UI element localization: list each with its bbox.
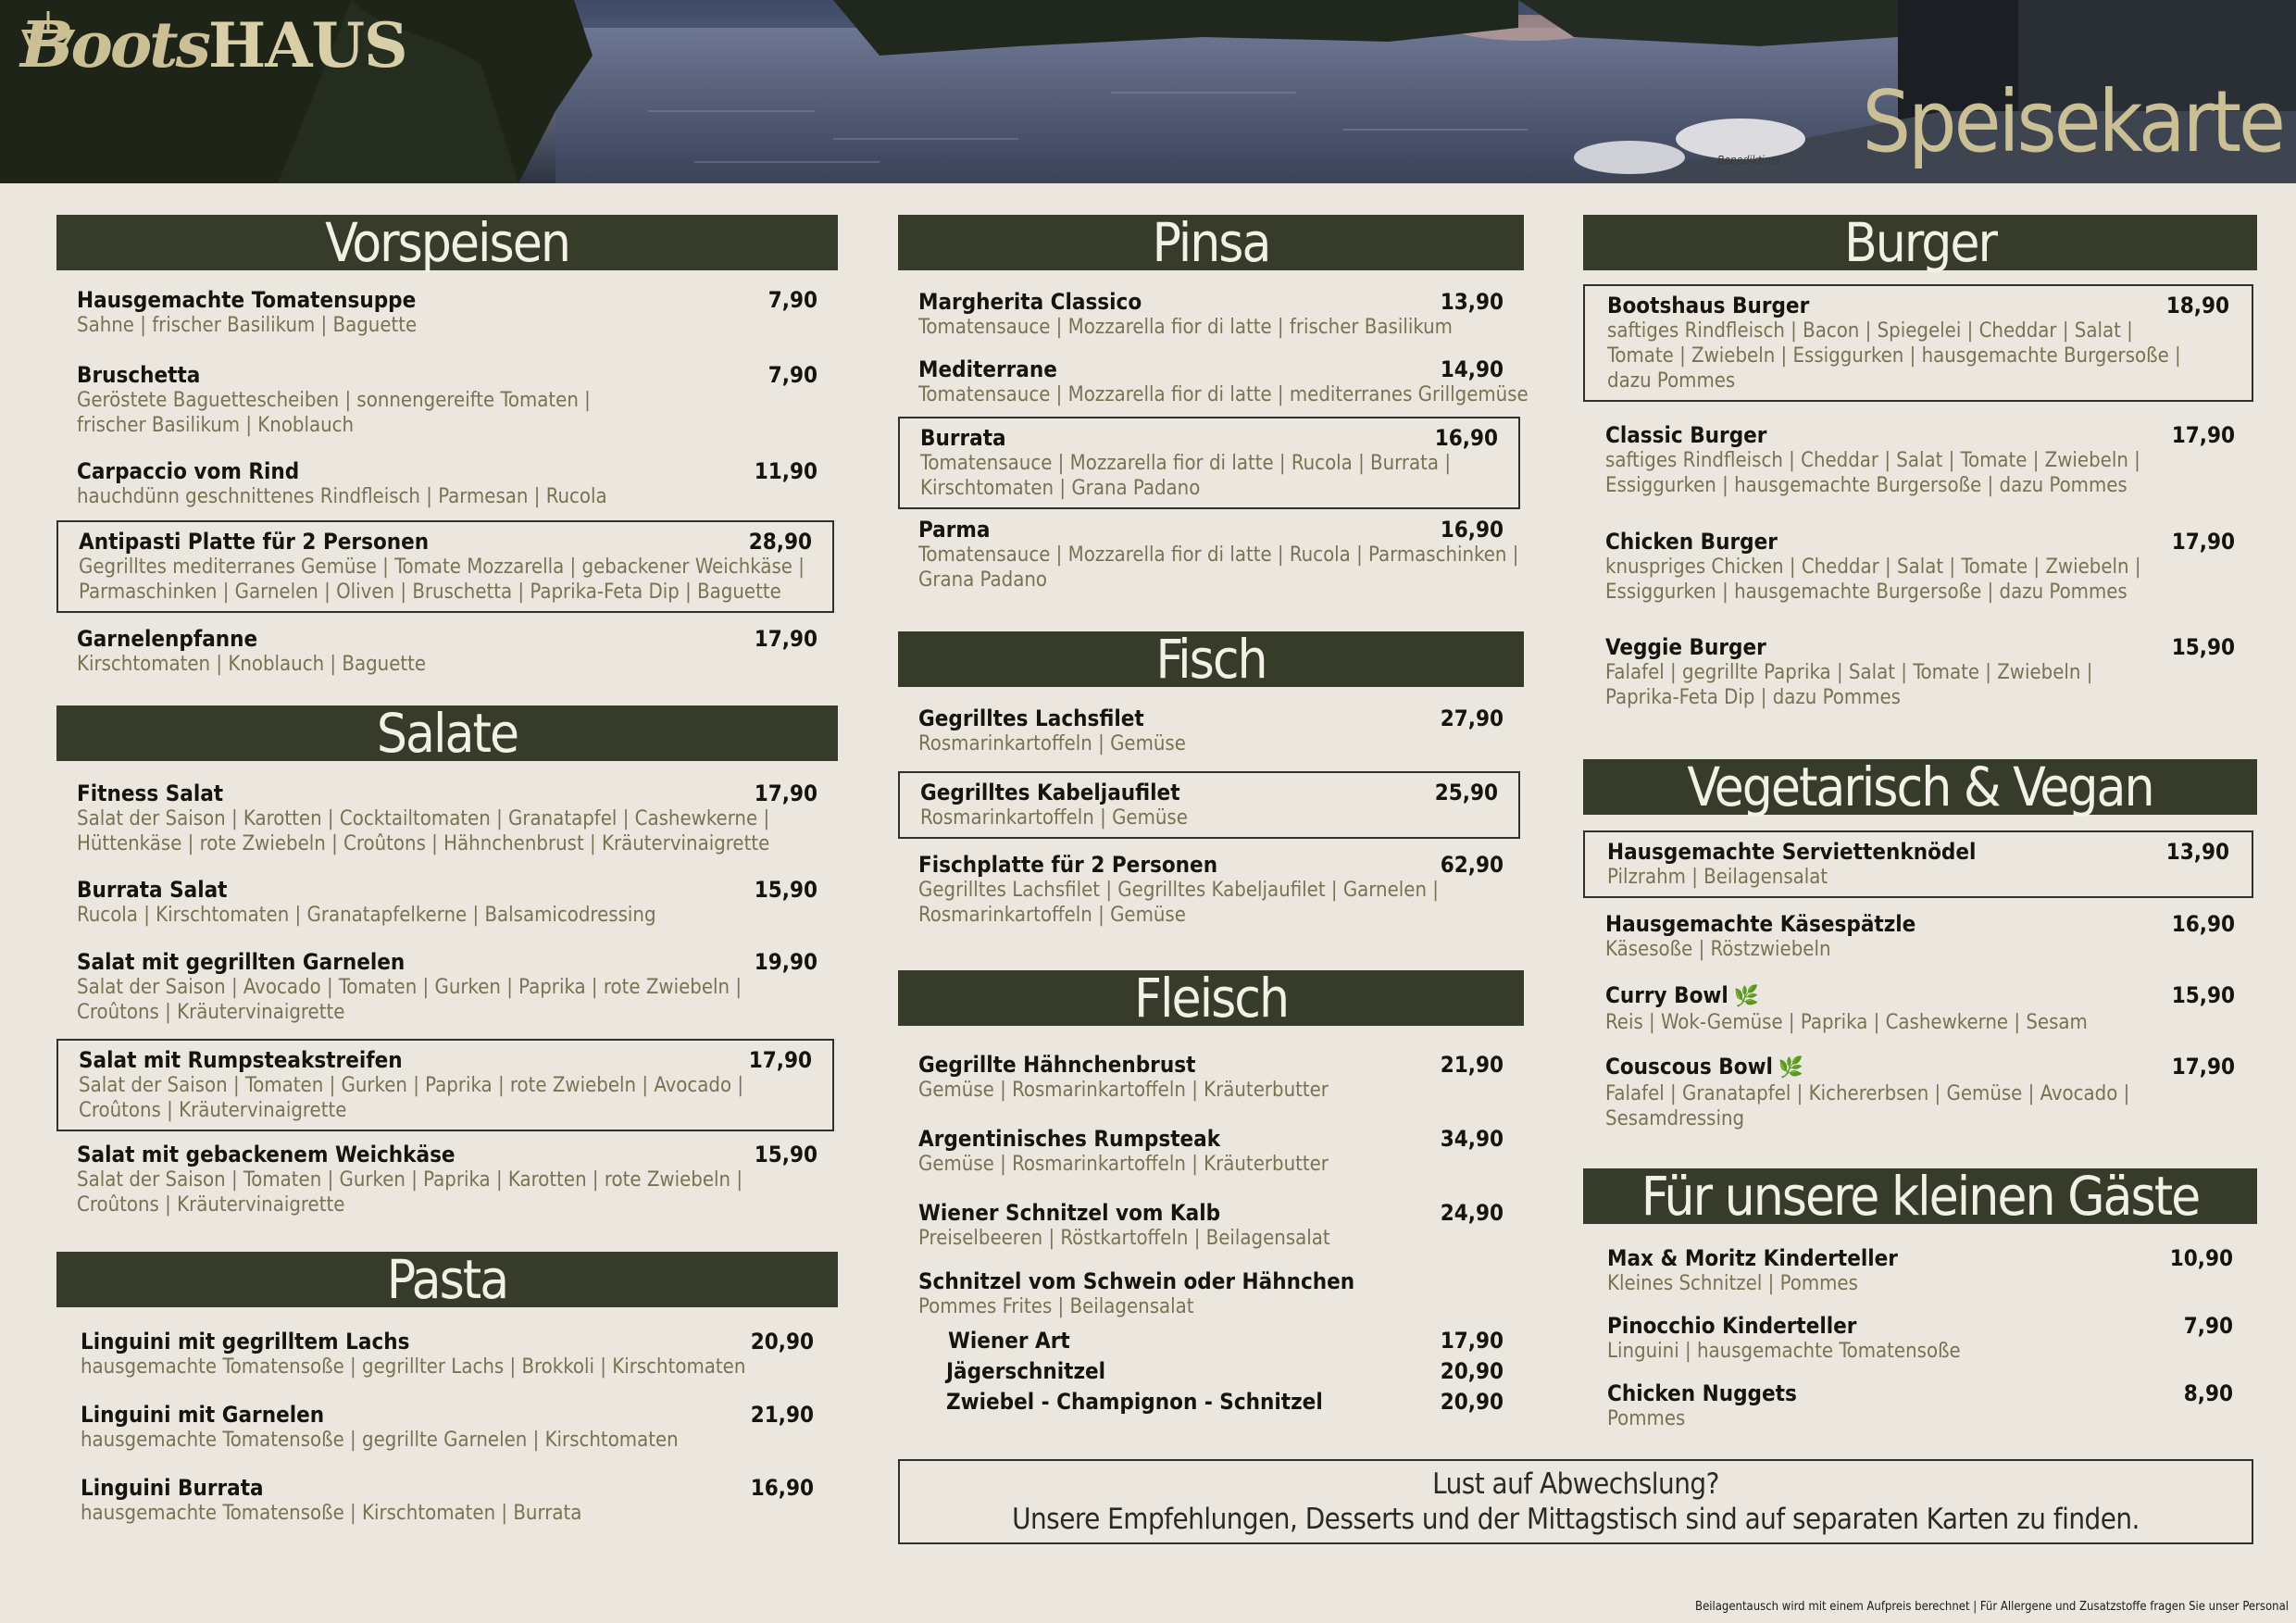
menu-item <box>1583 1245 2257 1296</box>
menu-item-name: Salat mit gegrillten Garnelen <box>77 949 406 975</box>
menu-item-name: Argentinisches Rumpsteak <box>918 1126 1221 1152</box>
menu-item <box>898 771 1520 839</box>
menu-item-name: Linguini mit gegrilltem Lachs <box>81 1329 410 1355</box>
menu-item-description: Parmaschinken | Garnelen | Oliven | Bruschetta | Paprika-Feta Dip | Baguette <box>79 581 781 604</box>
menu-item-description: Gemüse | Rosmarinkartoffeln | Kräuterbutter <box>918 1079 1329 1102</box>
menu-item-name: Linguini Burrata <box>81 1475 264 1501</box>
menu-item-name: Salat mit Rumpsteakstreifen <box>79 1047 403 1073</box>
section-burger-header: Burger <box>1583 215 2257 270</box>
page-title: Speisekarte <box>1862 72 2283 171</box>
schnitzel-variant-name: Zwiebel - Champignon - Schnitzel <box>946 1389 1323 1415</box>
menu-item-price: 13,90 <box>2165 839 2229 865</box>
schnitzel-variant-name: Jägerschnitzel <box>946 1358 1106 1384</box>
menu-item-price: 27,90 <box>1440 705 1504 731</box>
menu-item <box>1583 911 2257 962</box>
menu-item-name: Couscous Bowl <box>1605 1054 1773 1080</box>
menu-item-title-row <box>1605 982 2235 1010</box>
menu-item-description: Käsesoße | Röstzwiebeln <box>1605 938 1831 961</box>
menu-item-description: Tomatensauce | Mozzarella fior di latte | mediterranes Grillgemüse <box>918 383 1529 406</box>
menu-item-description: Essiggurken | hausgemachte Burgersoße | dazu Pommes <box>1605 581 2128 604</box>
menu-item <box>56 1402 838 1453</box>
menu-item-name: Burrata <box>920 425 1006 451</box>
schnitzel-variant-price: 20,90 <box>1440 1358 1504 1384</box>
menu-item <box>56 1039 834 1131</box>
menu-item-description: saftiges Rindfleisch | Bacon | Spiegelei | Cheddar | Salat | <box>1607 319 2133 343</box>
menu-item-price: 7,90 <box>767 287 817 313</box>
menu-item-description: Tomatensauce | Mozzarella fior di latte | frischer Basilikum <box>918 316 1453 339</box>
menu-item <box>898 1126 1524 1177</box>
menu-item <box>1583 1380 2257 1431</box>
boat-icon <box>20 4 76 50</box>
menu-item-price: 28,90 <box>748 529 812 555</box>
menu-item-price: 62,90 <box>1440 852 1504 878</box>
menu-item <box>56 780 838 856</box>
menu-item-name: Veggie Burger <box>1605 634 1766 660</box>
menu-item <box>56 458 838 509</box>
menu-item-name: Schnitzel vom Schwein oder Hähnchen <box>918 1268 1355 1294</box>
menu-item-price: 21,90 <box>750 1402 814 1428</box>
menu-item-name: Hausgemachte Käsespätzle <box>1605 911 1916 937</box>
menu-item <box>898 289 1524 340</box>
menu-item-description: hausgemachte Tomatensoße | gegrillter Lachs | Brokkoli | Kirschtomaten <box>81 1355 746 1379</box>
menu-item-title-row <box>1605 1054 2235 1081</box>
menu-item-name: Carpaccio vom Rind <box>77 458 300 484</box>
menu-item-name: Fischplatte für 2 Personen <box>918 852 1218 878</box>
menu-item <box>1583 284 2253 402</box>
menu-item-name: Chicken Burger <box>1605 529 1778 555</box>
menu-item-description: Rucola | Kirschtomaten | Granatapfelkerne | Balsamicodressing <box>77 904 656 927</box>
menu-item <box>898 705 1524 756</box>
menu-item-name: Parma <box>918 517 991 543</box>
note-line-2: Unsere Empfehlungen, Desserts und der Mittagstisch sind auf separaten Karten zu finden. <box>1012 1503 2140 1536</box>
menu-item-name: Pinocchio Kinderteller <box>1607 1313 1857 1339</box>
menu-item-description: Rosmarinkartoffeln | Gemüse <box>918 732 1186 755</box>
menu-item-name: Bootshaus Burger <box>1607 293 1810 318</box>
header-banner <box>0 0 2296 183</box>
menu-item-description: Linguini | hausgemachte Tomatensoße <box>1607 1340 1961 1363</box>
menu-item-description: Preiselbeeren | Röstkartoffeln | Beilagensalat <box>918 1227 1330 1250</box>
section-pasta-header: Pasta <box>56 1252 838 1307</box>
menu-item-description: Croûtons | Kräutervinaigrette <box>77 1001 345 1024</box>
menu-item-description: Falafel | gegrillte Paprika | Salat | Tomate | Zwiebeln | <box>1605 661 2093 684</box>
menu-item-price: 15,90 <box>2171 634 2235 660</box>
menu-item-price: 8,90 <box>2183 1380 2233 1406</box>
menu-item-description: Tomatensauce | Mozzarella fior di latte | Rucola | Burrata | <box>920 452 1452 475</box>
menu-item <box>1583 422 2257 498</box>
menu-item <box>1583 1313 2257 1364</box>
menu-item-name: Fitness Salat <box>77 780 224 806</box>
menu-item <box>898 1200 1524 1251</box>
menu-item-description: Essiggurken | hausgemachte Burgersoße | dazu Pommes <box>1605 474 2128 497</box>
menu-item <box>56 1329 838 1380</box>
menu-item-description: Rosmarinkartoffeln | Gemüse <box>920 806 1188 830</box>
menu-item-price: 13,90 <box>1440 289 1504 315</box>
menu-item-description: Croûtons | Kräutervinaigrette <box>77 1193 345 1217</box>
menu-item-price: 16,90 <box>2171 911 2235 937</box>
menu-item-price: 15,90 <box>754 877 817 903</box>
section-kinder-header: Für unsere kleinen Gäste <box>1583 1168 2257 1224</box>
menu-item-price: 16,90 <box>1434 425 1498 451</box>
menu-item-price: 17,90 <box>754 626 817 652</box>
menu-item-name: Gegrilltes Lachsfilet <box>918 705 1144 731</box>
menu-item-description: hausgemachte Tomatensoße | Kirschtomaten | Burrata <box>81 1502 582 1525</box>
section-pinsa-header: Pinsa <box>898 215 1524 270</box>
logo-boots: Boots <box>20 8 208 82</box>
vegan-leaf-icon: 🌿 <box>1778 1056 1804 1080</box>
menu-item-name: Antipasti Platte für 2 Personen <box>79 529 430 555</box>
menu-item <box>56 626 838 677</box>
menu-item-name: Linguini mit Garnelen <box>81 1402 325 1428</box>
menu-item <box>898 1268 1524 1319</box>
menu-item-price: 15,90 <box>2171 982 2235 1008</box>
umbrella-text: Benediktiner <box>1717 154 1781 167</box>
menu-item-description: Pommes Frites | Beilagensalat <box>918 1295 1194 1318</box>
bootshaus-logo <box>20 4 407 87</box>
menu-item-description: dazu Pommes <box>1607 369 1736 393</box>
menu-item <box>898 356 1529 407</box>
schnitzel-variant-price: 17,90 <box>1440 1328 1504 1354</box>
vegan-leaf-icon: 🌿 <box>1733 985 1760 1008</box>
menu-item <box>56 877 838 928</box>
menu-item-price: 17,90 <box>2171 422 2235 448</box>
menu-item-price: 24,90 <box>1440 1200 1504 1226</box>
menu-item-name: Wiener Schnitzel vom Kalb <box>918 1200 1221 1226</box>
menu-item-description: Kirschtomaten | Knoblauch | Baguette <box>77 653 427 676</box>
menu-item-description: hauchdünn geschnittenes Rindfleisch | Parmesan | Rucola <box>77 485 607 508</box>
menu-item-price: 17,90 <box>2171 529 2235 555</box>
menu-item-description: Tomate | Zwiebeln | Essiggurken | hausgemachte Burgersoße | <box>1607 344 2181 368</box>
menu-item <box>898 852 1524 928</box>
menu-item-price: 34,90 <box>1440 1126 1504 1152</box>
menu-item <box>1583 529 2257 605</box>
menu-item <box>1583 982 2257 1035</box>
menu-item-description: Croûtons | Kräutervinaigrette <box>79 1099 347 1122</box>
menu-item-price: 17,90 <box>754 780 817 806</box>
menu-item <box>898 417 1520 509</box>
menu-item <box>56 287 838 338</box>
section-salate-header: Salate <box>56 705 838 761</box>
menu-item-price: 7,90 <box>767 362 817 388</box>
section-vegetarisch-header: Vegetarisch & Vegan <box>1583 759 2257 815</box>
menu-item-description: Gegrilltes Lachsfilet | Gegrilltes Kabeljaufilet | Garnelen | <box>918 879 1439 902</box>
menu-item-name: Gegrillte Hähnchenbrust <box>918 1052 1196 1078</box>
menu-item-description: Hüttenkäse | rote Zwiebeln | Croûtons | Hähnchenbrust | Kräutervinaigrette <box>77 832 770 855</box>
menu-item-name: Gegrilltes Kabeljaufilet <box>920 780 1180 805</box>
menu-item-name: Max & Moritz Kinderteller <box>1607 1245 1898 1271</box>
menu-item-name: Curry Bowl <box>1605 982 1728 1008</box>
menu-item-description: Geröstete Baguettescheiben | sonnengereifte Tomaten | <box>77 389 591 412</box>
menu-item-description: saftiges Rindfleisch | Cheddar | Salat | Tomate | Zwiebeln | <box>1605 449 2140 472</box>
menu-item-name: Garnelenpfanne <box>77 626 258 652</box>
menu-item-price: 21,90 <box>1440 1052 1504 1078</box>
menu-item-name: Hausgemachte Tomatensuppe <box>77 287 417 313</box>
menu-item-price: 17,90 <box>748 1047 812 1073</box>
menu-item-description: Salat der Saison | Avocado | Tomaten | Gurken | Paprika | rote Zwiebeln | <box>77 976 742 999</box>
menu-item-description: Paprika-Feta Dip | dazu Pommes <box>1605 686 1901 709</box>
schnitzel-variant-price: 20,90 <box>1440 1389 1504 1415</box>
menu-item-name: Burrata Salat <box>77 877 228 903</box>
menu-item-price: 10,90 <box>2169 1245 2233 1271</box>
note-box <box>898 1459 2253 1544</box>
menu-item-price: 18,90 <box>2165 293 2229 318</box>
menu-item-description: Salat der Saison | Tomaten | Gurken | Paprika | rote Zwiebeln | Avocado | <box>79 1074 744 1097</box>
menu-item-price: 19,90 <box>754 949 817 975</box>
menu-item-description: Reis | Wok-Gemüse | Paprika | Cashewkerne | Sesam <box>1605 1011 2088 1034</box>
logo-haus: HAUS <box>207 9 407 81</box>
menu-item <box>56 949 838 1025</box>
menu-item-price: 16,90 <box>750 1475 814 1501</box>
menu-item-description: Falafel | Granatapfel | Kichererbsen | Gemüse | Avocado | <box>1605 1082 2130 1105</box>
menu-item-description: Kirschtomaten | Grana Padano <box>920 477 1201 500</box>
menu-item-price: 25,90 <box>1434 780 1498 805</box>
menu-item <box>898 517 1524 593</box>
menu-item-description: Kleines Schnitzel | Pommes <box>1607 1272 1858 1295</box>
menu-item <box>898 1052 1524 1103</box>
menu-item <box>56 362 838 438</box>
menu-item-price: 14,90 <box>1440 356 1504 382</box>
menu-item-price: 15,90 <box>754 1142 817 1167</box>
menu-item-description: Tomatensauce | Mozzarella fior di latte | Rucola | Parmaschinken | <box>918 543 1519 567</box>
menu-item-description: Sesamdressing <box>1605 1107 1745 1130</box>
menu-item-price: 7,90 <box>2183 1313 2233 1339</box>
menu-item-name: Mediterrane <box>918 356 1057 382</box>
menu-item-name: Hausgemachte Serviettenknödel <box>1607 839 1977 865</box>
menu-item-price: 11,90 <box>754 458 817 484</box>
menu-item <box>1583 1054 2257 1131</box>
menu-item-name: Classic Burger <box>1605 422 1767 448</box>
menu-item <box>56 1142 838 1217</box>
schnitzel-variant-name: Wiener Art <box>948 1328 1070 1354</box>
section-fisch-header: Fisch <box>898 631 1524 687</box>
menu-item-name: Margherita Classico <box>918 289 1142 315</box>
menu-item-description: Pommes <box>1607 1407 1686 1430</box>
menu-item <box>1583 830 2253 898</box>
menu-item-description: Salat der Saison | Tomaten | Gurken | Paprika | Karotten | rote Zwiebeln | <box>77 1168 743 1192</box>
menu-item-description: Gegrilltes mediterranes Gemüse | Tomate Mozzarella | gebackener Weichkäse | <box>79 556 805 579</box>
note-line-1: Lust auf Abwechslung? <box>1432 1467 1719 1501</box>
menu-item-description: Pilzrahm | Beilagensalat <box>1607 866 1828 889</box>
menu-item-description: Salat der Saison | Karotten | Cocktailtomaten | Granatapfel | Cashewkerne | <box>77 807 770 830</box>
menu-item <box>56 1475 838 1526</box>
menu-item-name: Chicken Nuggets <box>1607 1380 1797 1406</box>
menu-item-description: knuspriges Chicken | Cheddar | Salat | Tomate | Zwiebeln | <box>1605 556 2141 579</box>
menu-item <box>56 520 834 613</box>
footer-note: Beilagentausch wird mit einem Aufpreis berechnet | Für Allergene und Zusatzstoffe fragen Sie unser Personal <box>1695 1600 2289 1614</box>
menu-item-name: Salat mit gebackenem Weichkäse <box>77 1142 455 1167</box>
menu-item-description: Rosmarinkartoffeln | Gemüse <box>918 904 1186 927</box>
menu-item-description: hausgemachte Tomatensoße | gegrillte Garnelen | Kirschtomaten <box>81 1429 679 1452</box>
menu-item <box>1583 634 2257 710</box>
menu-item-name: Bruschetta <box>77 362 201 388</box>
section-fleisch-header: Fleisch <box>898 970 1524 1026</box>
menu-item-price: 16,90 <box>1440 517 1504 543</box>
menu-item-price: 17,90 <box>2171 1054 2235 1080</box>
menu-item-description: Gemüse | Rosmarinkartoffeln | Kräuterbutter <box>918 1153 1329 1176</box>
menu-item-description: Sahne | frischer Basilikum | Baguette <box>77 314 418 337</box>
menu-item-description: frischer Basilikum | Knoblauch <box>77 414 355 437</box>
section-vorspeisen-header: Vorspeisen <box>56 215 838 270</box>
menu-item-description: Grana Padano <box>918 568 1047 592</box>
menu-item-price: 20,90 <box>750 1329 814 1355</box>
